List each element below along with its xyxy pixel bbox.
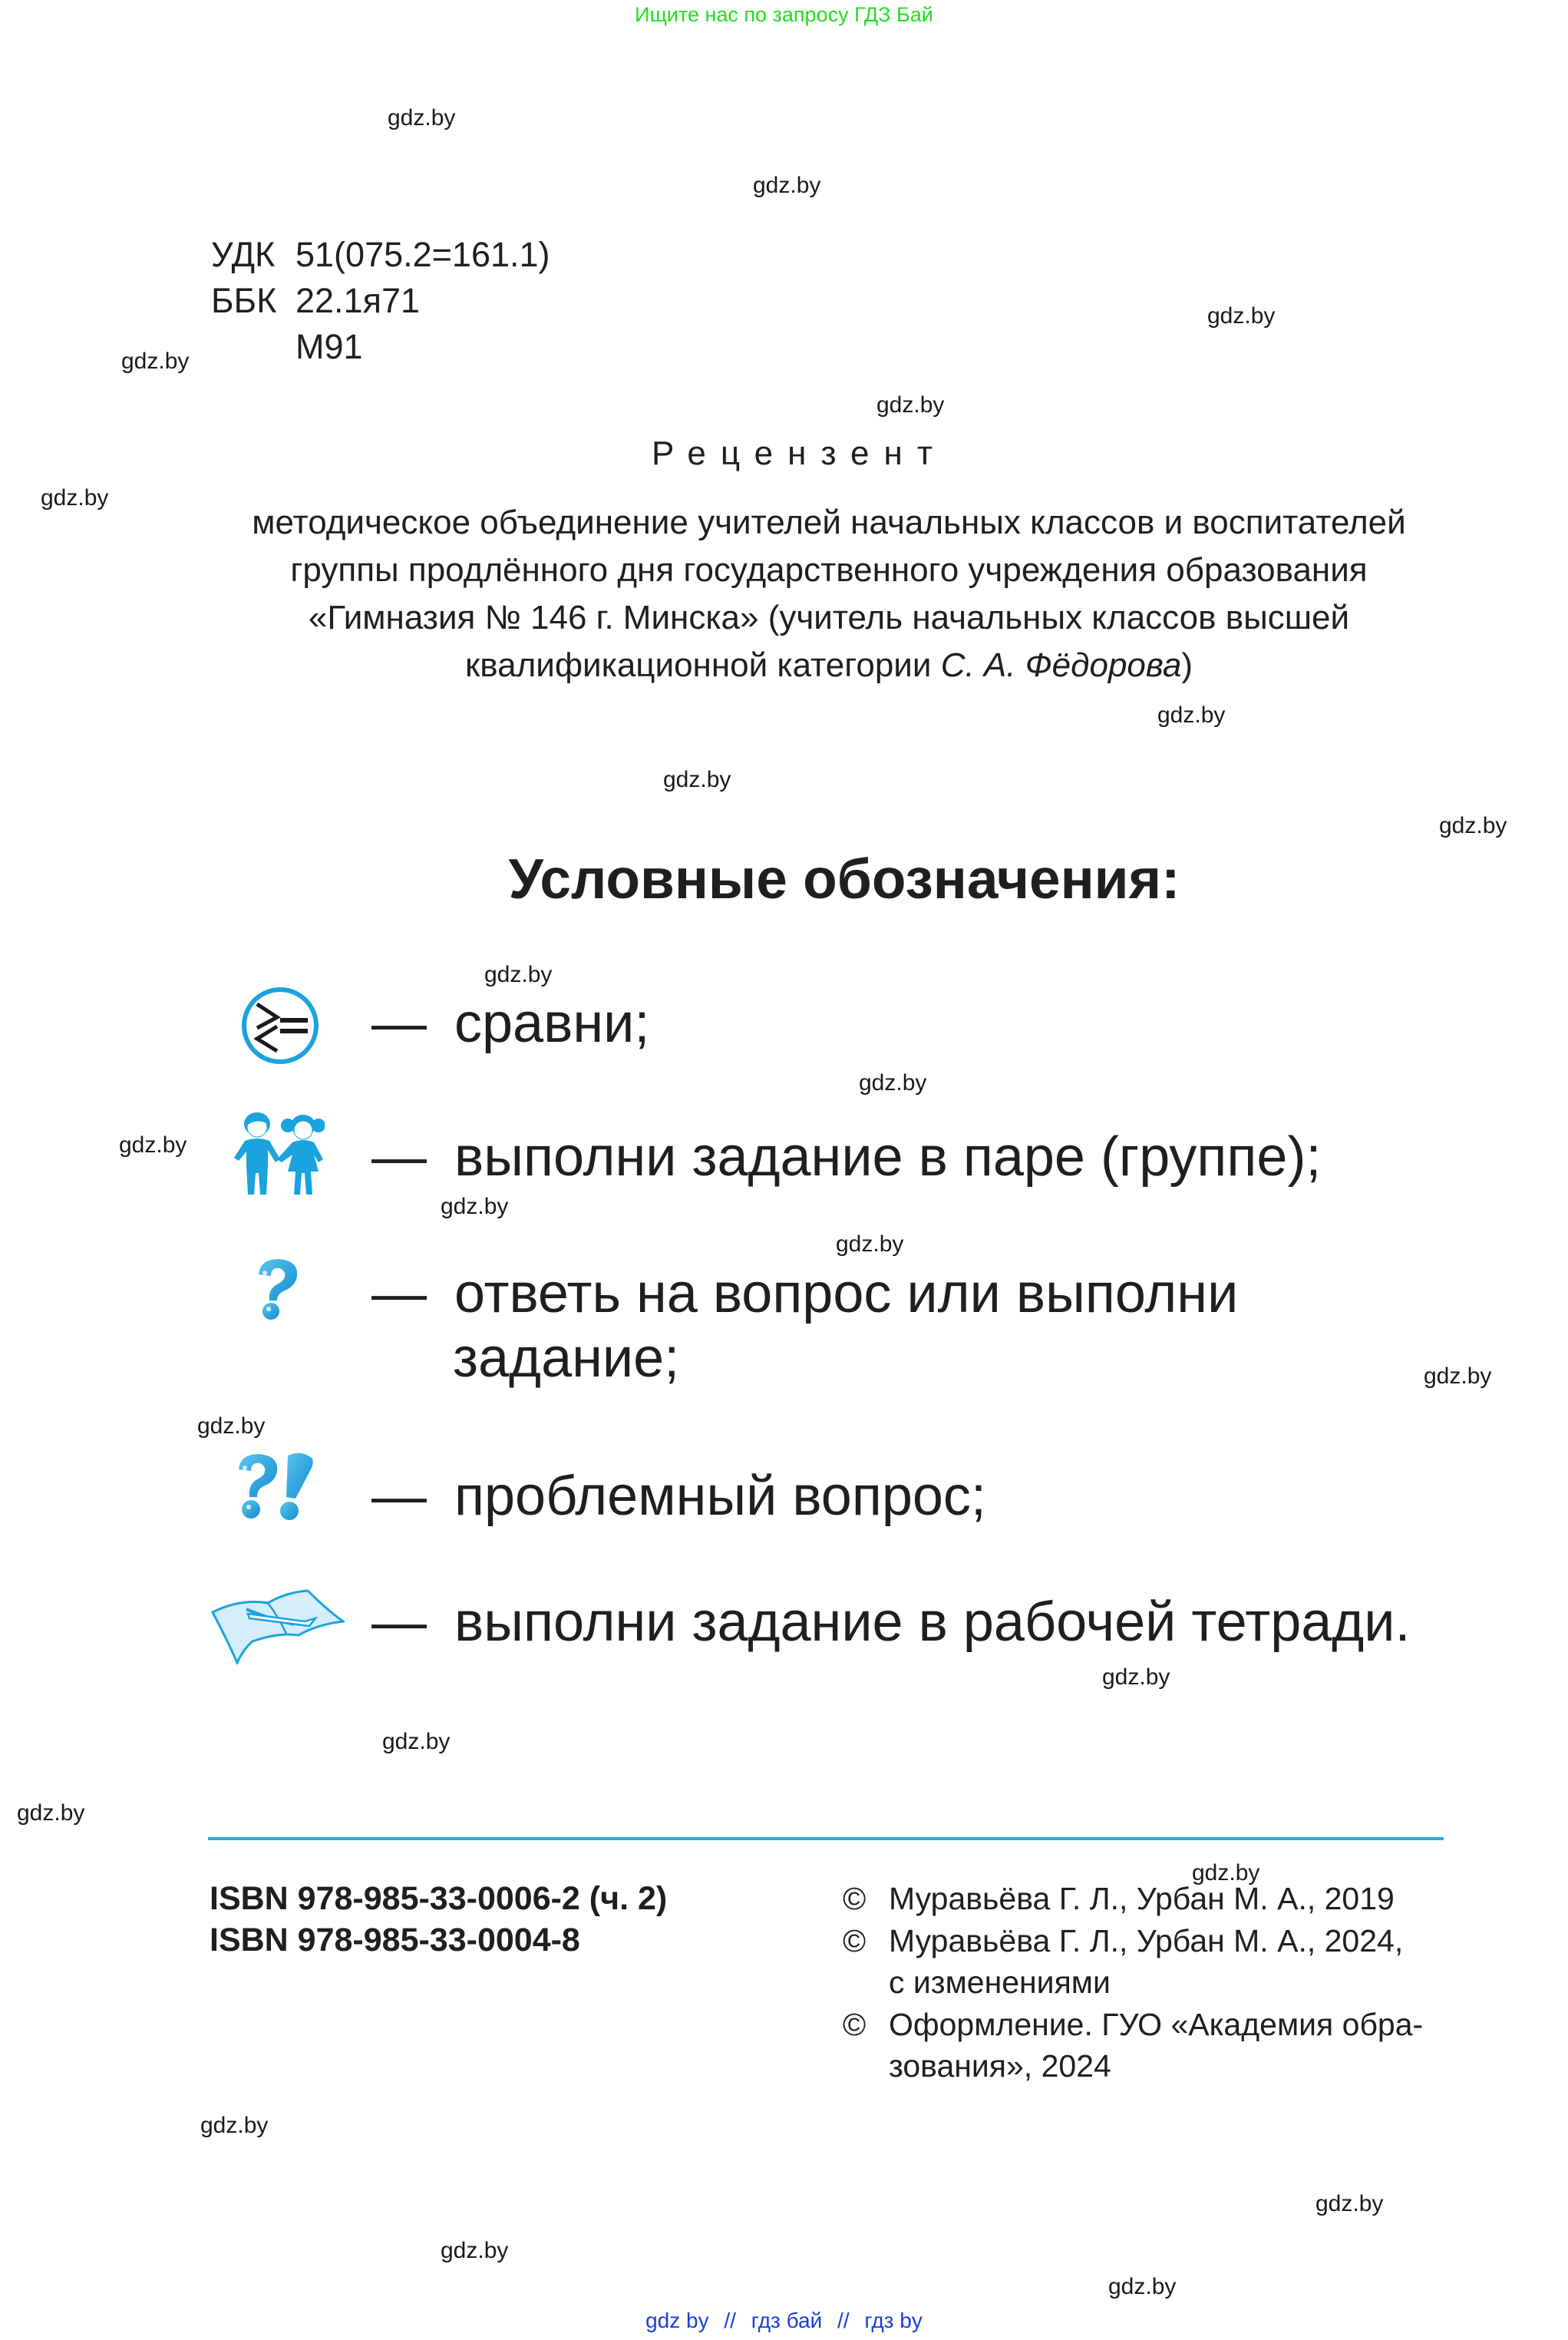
copyright-line	[843, 1962, 1423, 2004]
legend-item-problem-question	[371, 1463, 986, 1529]
watermark: gdz.by	[388, 105, 456, 131]
copyright-line	[843, 1878, 1423, 1920]
watermark: gdz.by	[484, 962, 553, 987]
copyright-text: зования», 2024	[889, 2048, 1111, 2084]
legend-dash: —	[371, 1591, 427, 1653]
reviewer-name: С. А. Фёдорова	[940, 646, 1182, 684]
watermark: gdz.by	[121, 349, 190, 374]
footer-links	[0, 2309, 1568, 2333]
copyright-block	[843, 1878, 1423, 2087]
legend-item-compare	[371, 990, 649, 1056]
footer-link-gdz-by[interactable]: gdz by	[645, 2309, 709, 2332]
copyright-line	[843, 1920, 1423, 1962]
udc-value: 51(075.2=161.1)	[295, 235, 550, 274]
author-mark-label	[211, 324, 295, 370]
watermark: gdz.by	[382, 1729, 451, 1754]
legend-dash: —	[371, 1263, 427, 1324]
reviewer-line: методическое объединение учителей начальных классов и воспитателей	[252, 504, 1406, 541]
watermark: gdz.by	[859, 1070, 927, 1096]
copyright-icon: ©	[843, 1881, 867, 1916]
watermark: gdz.by	[41, 485, 109, 511]
question-icon	[254, 1258, 302, 1322]
copyright-line	[843, 2045, 1423, 2087]
legend-dash: —	[371, 1126, 427, 1188]
reviewer-line	[200, 642, 1458, 689]
legend-item-text: выполни задание в рабочей тетради.	[454, 1591, 1411, 1653]
reviewer-heading: Рецензент	[652, 435, 947, 472]
legend-dash: —	[371, 993, 427, 1054]
workbook-icon	[210, 1586, 345, 1664]
legend-item-text: ответь на вопрос или выполни	[454, 1263, 1239, 1324]
reviewer-line: «Гимназия № 146 г. Минска» (учитель начальных классов высшей	[308, 599, 1350, 636]
isbn-line: ISBN 978-985-33-0004-8	[210, 1922, 580, 1958]
udc-row	[211, 232, 550, 278]
legend-item-question	[371, 1261, 1238, 1327]
watermark: gdz.by	[1424, 1363, 1492, 1389]
reviewer-line-prefix: квалификационной категории	[464, 646, 941, 684]
problem-question-icon	[234, 1453, 317, 1522]
classification-codes	[211, 232, 550, 370]
udc-label: УДК	[211, 235, 276, 274]
isbn-block	[210, 1878, 667, 1961]
watermark: gdz.by	[441, 2238, 509, 2263]
watermark: gdz.by	[876, 392, 945, 418]
isbn-line: ISBN 978-985-33-0006-2 (ч. 2)	[210, 1880, 668, 1917]
watermark: gdz.by	[197, 1413, 266, 1439]
legend-item-text: сравни;	[454, 993, 650, 1054]
watermark: gdz.by	[1102, 1664, 1170, 1690]
bbk-label: ББК	[211, 281, 277, 320]
footer-link-gdz-bai[interactable]: гдз бай	[751, 2309, 823, 2332]
watermark: gdz.by	[1192, 1860, 1260, 1886]
legend-item-pair-work	[371, 1124, 1321, 1190]
watermark: gdz.by	[1157, 702, 1226, 728]
legend-dash: —	[371, 1466, 427, 1527]
copyright-text: Оформление. ГУО «Академия обра-	[889, 2006, 1424, 2042]
copyright-line	[843, 2004, 1423, 2046]
watermark: gdz.by	[1439, 813, 1507, 838]
footer-separator: //	[724, 2309, 736, 2332]
reviewer-line: группы продлённого дня государственного учреждения образования	[290, 551, 1368, 589]
watermark: gdz.by	[1315, 2191, 1384, 2216]
legend-item-question-continuation: задание;	[453, 1327, 680, 1389]
compare-icon	[240, 985, 320, 1066]
legend-item-text: выполни задание в паре (группе);	[454, 1126, 1322, 1188]
copyright-indent	[843, 2045, 889, 2087]
watermark: gdz.by	[663, 767, 731, 792]
watermark: gdz.by	[200, 2113, 269, 2138]
watermark: gdz.by	[441, 1194, 509, 1219]
legend-heading: Условные обозначения:	[508, 848, 1180, 911]
copyright-text: Муравьёва Г. Л., Урбан М. А., 2019	[889, 1881, 1395, 1916]
watermark: gdz.by	[836, 1231, 904, 1257]
legend-item-text: проблемный вопрос;	[454, 1466, 986, 1527]
author-mark-row	[211, 324, 550, 370]
copyright-icon: ©	[843, 1922, 867, 1958]
divider-rule	[208, 1837, 1444, 1840]
footer-separator: //	[837, 2309, 850, 2332]
reviewer-text	[200, 499, 1458, 689]
copyright-indent	[843, 1962, 889, 2004]
search-hint-banner: Ищите нас по запросу ГДЗ Бай	[635, 3, 933, 26]
bbk-value: 22.1я71	[295, 281, 421, 320]
copyright-text: Муравьёва Г. Л., Урбан М. А., 2024,	[889, 1922, 1404, 1958]
watermark: gdz.by	[1108, 2274, 1177, 2299]
bbk-row	[211, 278, 550, 324]
watermark: gdz.by	[119, 1132, 187, 1158]
legend-item-workbook	[371, 1589, 1411, 1655]
pair-work-icon	[233, 1112, 325, 1198]
footer-link-gdz-by-cyr[interactable]: гдз by	[864, 2309, 923, 2332]
copyright-icon: ©	[843, 2006, 867, 2042]
watermark: gdz.by	[17, 1800, 85, 1826]
reviewer-line-suffix: )	[1181, 646, 1193, 684]
watermark: gdz.by	[753, 173, 821, 198]
watermark: gdz.by	[1207, 303, 1276, 329]
author-mark-value: М91	[295, 327, 363, 366]
copyright-text: с изменениями	[889, 1965, 1111, 2000]
